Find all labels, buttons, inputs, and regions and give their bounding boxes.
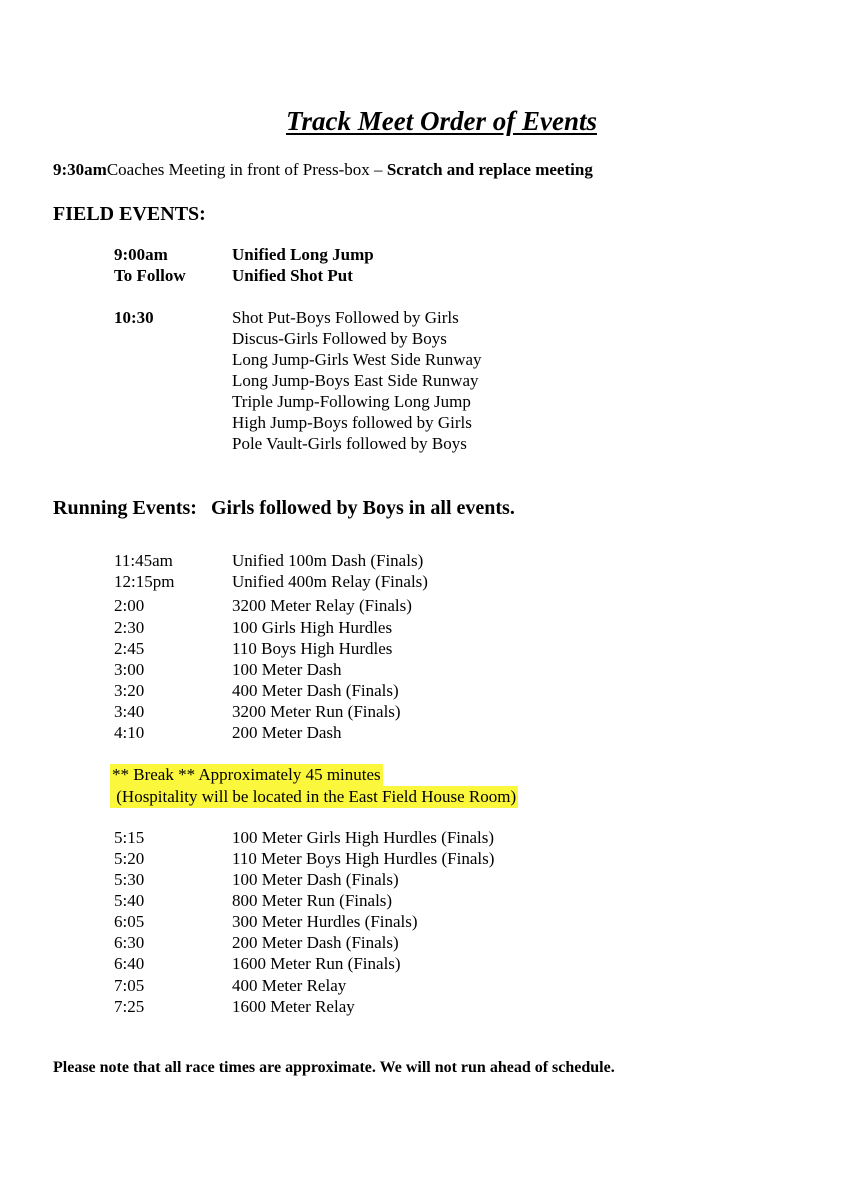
event-time: 12:15pm (114, 572, 175, 591)
event-name: 110 Meter Boys High Hurdles (Finals) (232, 849, 495, 868)
event-time: 4:10 (114, 723, 145, 742)
schedule-row (114, 680, 399, 701)
event-name: Unified Long Jump (232, 245, 374, 264)
event-name: 400 Meter Dash (Finals) (232, 681, 399, 700)
field-event-item: Triple Jump-Following Long Jump (232, 392, 471, 411)
event-time: 7:05 (114, 976, 145, 995)
break-line: ** Break ** Approximately 45 minutes (112, 765, 381, 784)
event-name: 1600 Meter Relay (232, 997, 355, 1016)
schedule-row (114, 617, 392, 638)
running-events-label: Running Events: (53, 497, 197, 519)
hospitality-line: (Hospitality will be located in the East Field House Room) (112, 787, 517, 806)
event-name: 100 Meter Dash (232, 660, 342, 679)
field-event-item: Pole Vault-Girls followed by Boys (232, 434, 467, 453)
event-time: 5:20 (114, 849, 145, 868)
schedule-row (114, 827, 494, 848)
schedule-row (114, 638, 392, 659)
event-time: 6:05 (114, 912, 145, 931)
schedule-row (114, 848, 494, 869)
event-time: 9:00am (114, 245, 168, 264)
event-name: 200 Meter Dash (232, 723, 342, 742)
field-event-item: Long Jump-Boys East Side Runway (232, 371, 479, 390)
event-name: 3200 Meter Relay (Finals) (232, 596, 412, 615)
event-time: 6:30 (114, 933, 145, 952)
event-time: 5:40 (114, 891, 145, 910)
schedule-note: Please note that all race times are approximate. We will not run ahead of schedule. (53, 1059, 615, 1076)
schedule-row (114, 932, 399, 953)
event-time: 2:45 (114, 639, 145, 658)
event-name: 110 Boys High Hurdles (232, 639, 393, 658)
event-time: 7:25 (114, 997, 145, 1016)
event-name: Unified 100m Dash (Finals) (232, 551, 424, 570)
event-name: 300 Meter Hurdles (Finals) (232, 912, 418, 931)
event-time: 11:45am (114, 551, 173, 570)
event-time: 5:30 (114, 870, 145, 889)
coaches-meeting-line (53, 160, 593, 180)
event-time: 2:30 (114, 618, 145, 637)
schedule-row (114, 307, 232, 328)
schedule-row (114, 550, 423, 571)
running-events-heading (53, 497, 515, 520)
event-name: 3200 Meter Run (Finals) (232, 702, 401, 721)
schedule-row (114, 890, 392, 911)
event-name: 200 Meter Dash (Finals) (232, 933, 399, 952)
schedule-row (114, 975, 346, 996)
schedule-row (114, 265, 353, 286)
event-name: 100 Meter Girls High Hurdles (Finals) (232, 828, 495, 847)
event-name: 400 Meter Relay (232, 976, 347, 995)
event-time: 10:30 (114, 308, 154, 327)
event-time: To Follow (114, 266, 186, 285)
schedule-row (114, 571, 428, 592)
event-name: 100 Girls High Hurdles (232, 618, 393, 637)
schedule-row (114, 244, 374, 265)
running-events-subheading: Girls followed by Boys in all events. (210, 497, 515, 519)
schedule-row (114, 595, 412, 616)
field-event-item: Shot Put-Boys Followed by Girls (232, 308, 459, 327)
page-title: Track Meet Order of Events (286, 106, 597, 136)
event-name: Unified Shot Put (232, 266, 353, 285)
event-name: 800 Meter Run (Finals) (232, 891, 393, 910)
coaches-meeting-text: Coaches Meeting in front of Press-box – (106, 160, 387, 179)
event-time: 3:20 (114, 681, 145, 700)
event-time: 5:15 (114, 828, 145, 847)
schedule-row (114, 911, 418, 932)
field-events-heading: FIELD EVENTS: (53, 203, 206, 225)
event-name: Unified 400m Relay (Finals) (232, 572, 428, 591)
schedule-row (114, 659, 342, 680)
schedule-row (114, 722, 342, 743)
field-event-item: High Jump-Boys followed by Girls (232, 413, 472, 432)
schedule-row (114, 701, 401, 722)
event-name: 100 Meter Dash (Finals) (232, 870, 399, 889)
schedule-row (114, 996, 355, 1017)
event-time: 6:40 (114, 954, 145, 973)
schedule-row (114, 869, 399, 890)
field-event-item: Discus-Girls Followed by Boys (232, 329, 447, 348)
coaches-meeting-bold-text: Scratch and replace meeting (386, 160, 593, 179)
event-time: 3:40 (114, 702, 145, 721)
schedule-row (114, 953, 401, 974)
event-name: 1600 Meter Run (Finals) (232, 954, 401, 973)
break-notice (110, 764, 518, 808)
event-time: 3:00 (114, 660, 145, 679)
field-event-item: Long Jump-Girls West Side Runway (232, 350, 482, 369)
coaches-meeting-time: 9:30am (53, 160, 107, 179)
event-time: 2:00 (114, 596, 145, 615)
